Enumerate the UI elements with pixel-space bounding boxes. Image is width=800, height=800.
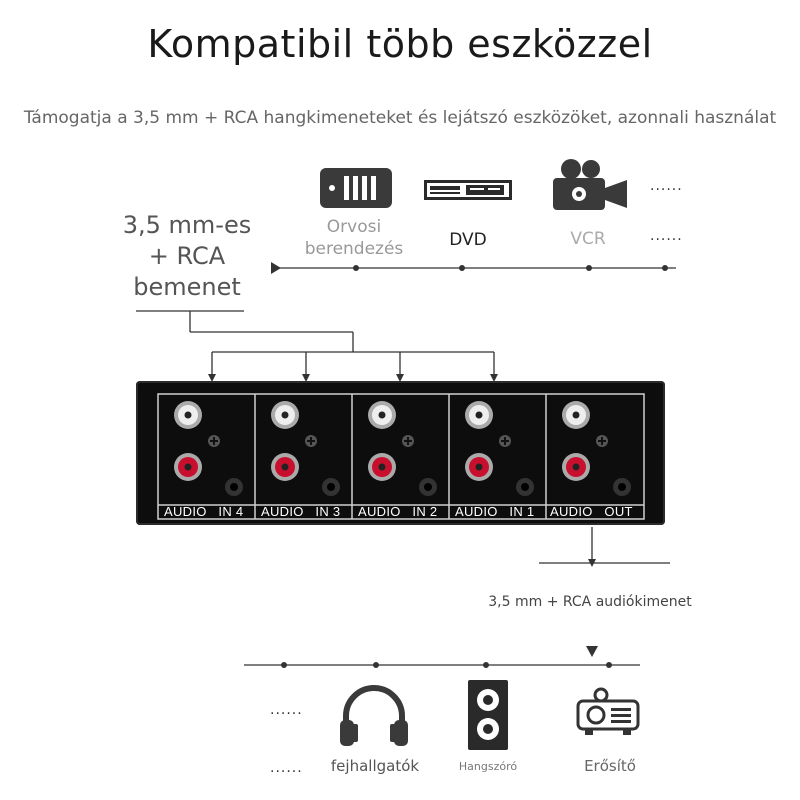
port-label-out: AUDIO OUT (550, 504, 633, 519)
port-label-in4: AUDIO IN 4 (164, 504, 244, 519)
more-dots-out-2: ...... (270, 760, 303, 776)
port-label-in1: AUDIO IN 1 (455, 504, 535, 519)
projector-icon (575, 686, 641, 742)
label-headphones: fejhallgatók (330, 757, 420, 775)
output-label: 3,5 mm + RCA audiókimenet (488, 594, 692, 610)
port-label-in2: AUDIO IN 2 (358, 504, 438, 519)
label-line: Orvosi (326, 217, 382, 237)
headphones-icon (336, 680, 412, 752)
label-line: DVD (449, 230, 487, 250)
label-line: + RCA (148, 242, 226, 270)
label-line: VCR (570, 229, 606, 249)
switch-front-panel (136, 381, 665, 525)
label-speaker: Hangszóró (458, 760, 518, 773)
label-line: berendezés (304, 239, 404, 259)
more-dots-top: ...... (650, 178, 683, 194)
port-group (174, 401, 631, 496)
label-amplifier: Erősítő (584, 757, 636, 775)
port-label-in3: AUDIO IN 3 (261, 504, 341, 519)
page-subtitle: Támogatja a 3,5 mm + RCA hangkimeneteket és lejátszó eszközöket, azonnali használat (23, 108, 777, 128)
label-line: 3,5 mm-es (122, 211, 252, 239)
page-title: Kompatibil több eszközzel (147, 22, 653, 66)
label-line: bemenet (133, 273, 241, 301)
more-dots-mid: ...... (650, 228, 683, 244)
speaker-icon (468, 680, 508, 754)
more-dots-out-1: ...... (270, 702, 303, 718)
